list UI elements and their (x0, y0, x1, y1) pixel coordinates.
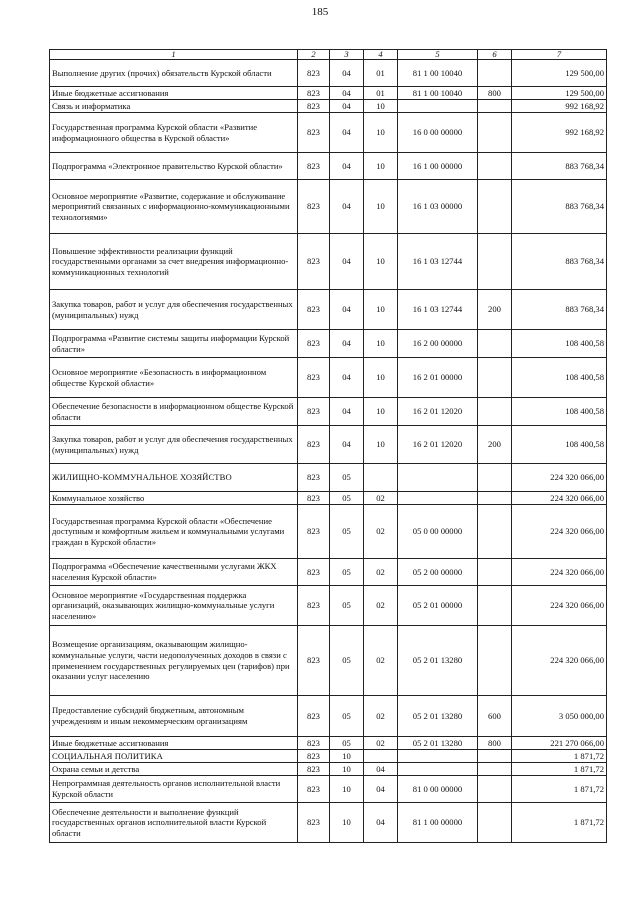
table-row (50, 737, 607, 750)
cell-target: 81 0 00 00000 (398, 776, 478, 803)
cell-type (478, 234, 512, 290)
table-row (50, 426, 607, 464)
cell-type (478, 626, 512, 696)
cell-type (478, 113, 512, 153)
cell-type: 800 (478, 737, 512, 750)
cell-name: Обеспечение деятельности и выполнение функций государственных органов исполнительной власти Курской области (50, 803, 298, 843)
cell-subsection: 10 (364, 113, 398, 153)
table-row (50, 505, 607, 559)
cell-section: 05 (330, 464, 364, 492)
cell-subsection: 02 (364, 626, 398, 696)
cell-target: 16 2 00 00000 (398, 330, 478, 358)
cell-amount: 883 768,34 (512, 180, 607, 234)
cell-subsection: 01 (364, 60, 398, 87)
table-row (50, 87, 607, 100)
cell-amount: 224 320 066,00 (512, 626, 607, 696)
cell-name: Закупка товаров, работ и услуг для обеспечения государственных (муниципальных) нужд (50, 290, 298, 330)
cell-type: 800 (478, 87, 512, 100)
table-row (50, 358, 607, 398)
table-row (50, 290, 607, 330)
cell-type (478, 358, 512, 398)
cell-subsection: 10 (364, 100, 398, 113)
table-row (50, 234, 607, 290)
cell-name: Охрана семьи и детства (50, 763, 298, 776)
table-row (50, 803, 607, 843)
cell-target: 81 1 00 10040 (398, 87, 478, 100)
cell-target: 16 1 00 00000 (398, 153, 478, 180)
cell-code: 823 (298, 100, 330, 113)
table-row (50, 559, 607, 586)
table-row (50, 180, 607, 234)
cell-code: 823 (298, 626, 330, 696)
cell-target: 05 2 00 00000 (398, 559, 478, 586)
cell-type (478, 464, 512, 492)
cell-type (478, 492, 512, 505)
table-row (50, 586, 607, 626)
cell-amount: 221 270 066,00 (512, 737, 607, 750)
cell-code: 823 (298, 696, 330, 737)
cell-type (478, 398, 512, 426)
table-row (50, 492, 607, 505)
cell-amount: 1 871,72 (512, 750, 607, 763)
cell-subsection (364, 464, 398, 492)
table-row (50, 330, 607, 358)
cell-target (398, 492, 478, 505)
cell-section: 04 (330, 330, 364, 358)
cell-code: 823 (298, 330, 330, 358)
cell-subsection: 02 (364, 492, 398, 505)
cell-name: Повышение эффективности реализации функций государственными органами за счет внедрения информационно-коммуникационных технологий (50, 234, 298, 290)
cell-amount: 129 500,00 (512, 87, 607, 100)
cell-code: 823 (298, 737, 330, 750)
cell-code: 823 (298, 290, 330, 330)
cell-section: 10 (330, 763, 364, 776)
page-number: 185 (311, 6, 329, 18)
cell-name: Подпрограмма «Развитие системы защиты информации Курской области» (50, 330, 298, 358)
cell-name: Закупка товаров, работ и услуг для обеспечения государственных (муниципальных) нужд (50, 426, 298, 464)
budget-table (49, 49, 607, 843)
cell-code: 823 (298, 559, 330, 586)
cell-section: 05 (330, 626, 364, 696)
cell-name: Государственная программа Курской области «Развитие информационного общества в Курской области» (50, 113, 298, 153)
col-header-type: 6 (478, 50, 512, 60)
cell-type (478, 180, 512, 234)
cell-code: 823 (298, 398, 330, 426)
cell-subsection: 04 (364, 776, 398, 803)
cell-amount: 108 400,58 (512, 330, 607, 358)
cell-target: 16 1 03 00000 (398, 180, 478, 234)
cell-section: 04 (330, 153, 364, 180)
table-row (50, 398, 607, 426)
cell-amount: 992 168,92 (512, 100, 607, 113)
cell-code: 823 (298, 180, 330, 234)
col-header-target: 5 (398, 50, 478, 60)
cell-amount: 1 871,72 (512, 803, 607, 843)
cell-section: 10 (330, 776, 364, 803)
cell-code: 823 (298, 464, 330, 492)
cell-type (478, 750, 512, 763)
cell-subsection: 10 (364, 290, 398, 330)
cell-section: 04 (330, 398, 364, 426)
table-row (50, 750, 607, 763)
cell-type (478, 330, 512, 358)
cell-target: 16 2 01 12020 (398, 426, 478, 464)
cell-subsection: 02 (364, 737, 398, 750)
cell-code: 823 (298, 358, 330, 398)
table-row (50, 696, 607, 737)
cell-subsection: 02 (364, 505, 398, 559)
cell-code: 823 (298, 234, 330, 290)
cell-name: Возмещение организациям, оказывающим жилищно-коммунальные услуги, части недополученных доходов в связи с применением государственных регулируемых цен (тарифов) при оказании услуг населению (50, 626, 298, 696)
cell-name: Коммунальное хозяйство (50, 492, 298, 505)
cell-section: 04 (330, 87, 364, 100)
cell-type (478, 776, 512, 803)
cell-amount: 3 050 000,00 (512, 696, 607, 737)
cell-code: 823 (298, 803, 330, 843)
table-row (50, 464, 607, 492)
cell-name: Предоставление субсидий бюджетным, автономным учреждениям и иным некоммерческим организациям (50, 696, 298, 737)
cell-subsection: 10 (364, 153, 398, 180)
cell-name: Обеспечение безопасности в информационном обществе Курской области (50, 398, 298, 426)
table-row (50, 153, 607, 180)
cell-name: Подпрограмма «Обеспечение качественными услугами ЖКХ населения Курской области» (50, 559, 298, 586)
cell-amount: 1 871,72 (512, 776, 607, 803)
cell-target (398, 750, 478, 763)
cell-target: 16 0 00 00000 (398, 113, 478, 153)
cell-section: 04 (330, 180, 364, 234)
cell-subsection: 10 (364, 426, 398, 464)
cell-target: 81 1 00 10040 (398, 60, 478, 87)
cell-subsection: 10 (364, 398, 398, 426)
cell-subsection: 02 (364, 559, 398, 586)
cell-amount: 224 320 066,00 (512, 492, 607, 505)
cell-code: 823 (298, 426, 330, 464)
cell-amount: 224 320 066,00 (512, 559, 607, 586)
cell-code: 823 (298, 763, 330, 776)
cell-code: 823 (298, 87, 330, 100)
cell-section: 04 (330, 358, 364, 398)
cell-target (398, 763, 478, 776)
cell-target: 05 0 00 00000 (398, 505, 478, 559)
cell-name: Выполнение других (прочих) обязательств Курской области (50, 60, 298, 87)
cell-type (478, 763, 512, 776)
cell-amount: 224 320 066,00 (512, 464, 607, 492)
cell-code: 823 (298, 60, 330, 87)
cell-subsection (364, 750, 398, 763)
cell-subsection: 10 (364, 330, 398, 358)
cell-name: Иные бюджетные ассигнования (50, 87, 298, 100)
cell-subsection: 04 (364, 763, 398, 776)
cell-code: 823 (298, 113, 330, 153)
cell-section: 05 (330, 559, 364, 586)
cell-section: 10 (330, 750, 364, 763)
col-header-name: 1 (50, 50, 298, 60)
col-header-section: 3 (330, 50, 364, 60)
cell-code: 823 (298, 586, 330, 626)
cell-section: 05 (330, 696, 364, 737)
cell-target: 05 2 01 13280 (398, 696, 478, 737)
cell-name: Основное мероприятие «Безопасность в информационном обществе Курской области» (50, 358, 298, 398)
cell-type: 200 (478, 290, 512, 330)
cell-amount: 129 500,00 (512, 60, 607, 87)
cell-name: СОЦИАЛЬНАЯ ПОЛИТИКА (50, 750, 298, 763)
table-row (50, 113, 607, 153)
col-header-code: 2 (298, 50, 330, 60)
cell-section: 04 (330, 113, 364, 153)
cell-subsection: 10 (364, 358, 398, 398)
cell-type: 200 (478, 426, 512, 464)
cell-name: Подпрограмма «Электронное правительство Курской области» (50, 153, 298, 180)
cell-name: Основное мероприятие «Развитие, содержание и обслуживание мероприятий связанных с информационно-коммуникационными технологиями» (50, 180, 298, 234)
cell-amount: 224 320 066,00 (512, 505, 607, 559)
cell-target: 05 2 01 13280 (398, 626, 478, 696)
cell-section: 05 (330, 505, 364, 559)
table-row (50, 763, 607, 776)
col-header-amount: 7 (512, 50, 607, 60)
cell-amount: 1 871,72 (512, 763, 607, 776)
cell-name: Основное мероприятие «Государственная поддержка организаций, оказывающих жилищно-коммунальные услуги населению» (50, 586, 298, 626)
cell-amount: 883 768,34 (512, 234, 607, 290)
table-row (50, 60, 607, 87)
cell-amount: 883 768,34 (512, 290, 607, 330)
col-header-subsection: 4 (364, 50, 398, 60)
cell-code: 823 (298, 776, 330, 803)
cell-subsection: 02 (364, 586, 398, 626)
cell-subsection: 04 (364, 803, 398, 843)
cell-name: Иные бюджетные ассигнования (50, 737, 298, 750)
cell-section: 04 (330, 100, 364, 113)
cell-subsection: 02 (364, 696, 398, 737)
cell-type (478, 100, 512, 113)
cell-type (478, 559, 512, 586)
cell-target: 05 2 01 13280 (398, 737, 478, 750)
cell-target: 16 1 03 12744 (398, 234, 478, 290)
table-row (50, 776, 607, 803)
cell-section: 04 (330, 60, 364, 87)
cell-section: 05 (330, 737, 364, 750)
cell-code: 823 (298, 492, 330, 505)
header-row (50, 50, 607, 60)
cell-type (478, 505, 512, 559)
cell-subsection: 10 (364, 180, 398, 234)
cell-type (478, 153, 512, 180)
cell-name: Непрограммная деятельность органов исполнительной власти Курской области (50, 776, 298, 803)
cell-amount: 108 400,58 (512, 398, 607, 426)
cell-code: 823 (298, 153, 330, 180)
cell-section: 10 (330, 803, 364, 843)
cell-name: ЖИЛИЩНО-КОММУНАЛЬНОЕ ХОЗЯЙСТВО (50, 464, 298, 492)
cell-type (478, 803, 512, 843)
cell-amount: 224 320 066,00 (512, 586, 607, 626)
cell-amount: 108 400,58 (512, 426, 607, 464)
table-row (50, 100, 607, 113)
cell-section: 04 (330, 426, 364, 464)
cell-section: 05 (330, 586, 364, 626)
cell-section: 05 (330, 492, 364, 505)
cell-amount: 992 168,92 (512, 113, 607, 153)
cell-target: 16 2 01 12020 (398, 398, 478, 426)
cell-target: 16 2 01 00000 (398, 358, 478, 398)
cell-target (398, 100, 478, 113)
cell-code: 823 (298, 750, 330, 763)
cell-type (478, 586, 512, 626)
cell-name: Государственная программа Курской области «Обеспечение доступным и комфортным жильем и коммунальными услугами граждан в Курской области» (50, 505, 298, 559)
cell-target: 05 2 01 00000 (398, 586, 478, 626)
cell-type: 600 (478, 696, 512, 737)
cell-subsection: 10 (364, 234, 398, 290)
cell-code: 823 (298, 505, 330, 559)
cell-target (398, 464, 478, 492)
cell-section: 04 (330, 234, 364, 290)
cell-target: 81 1 00 00000 (398, 803, 478, 843)
cell-target: 16 1 03 12744 (398, 290, 478, 330)
cell-name: Связь и информатика (50, 100, 298, 113)
cell-amount: 883 768,34 (512, 153, 607, 180)
cell-section: 04 (330, 290, 364, 330)
cell-type (478, 60, 512, 87)
cell-subsection: 01 (364, 87, 398, 100)
table-row (50, 626, 607, 696)
cell-amount: 108 400,58 (512, 358, 607, 398)
